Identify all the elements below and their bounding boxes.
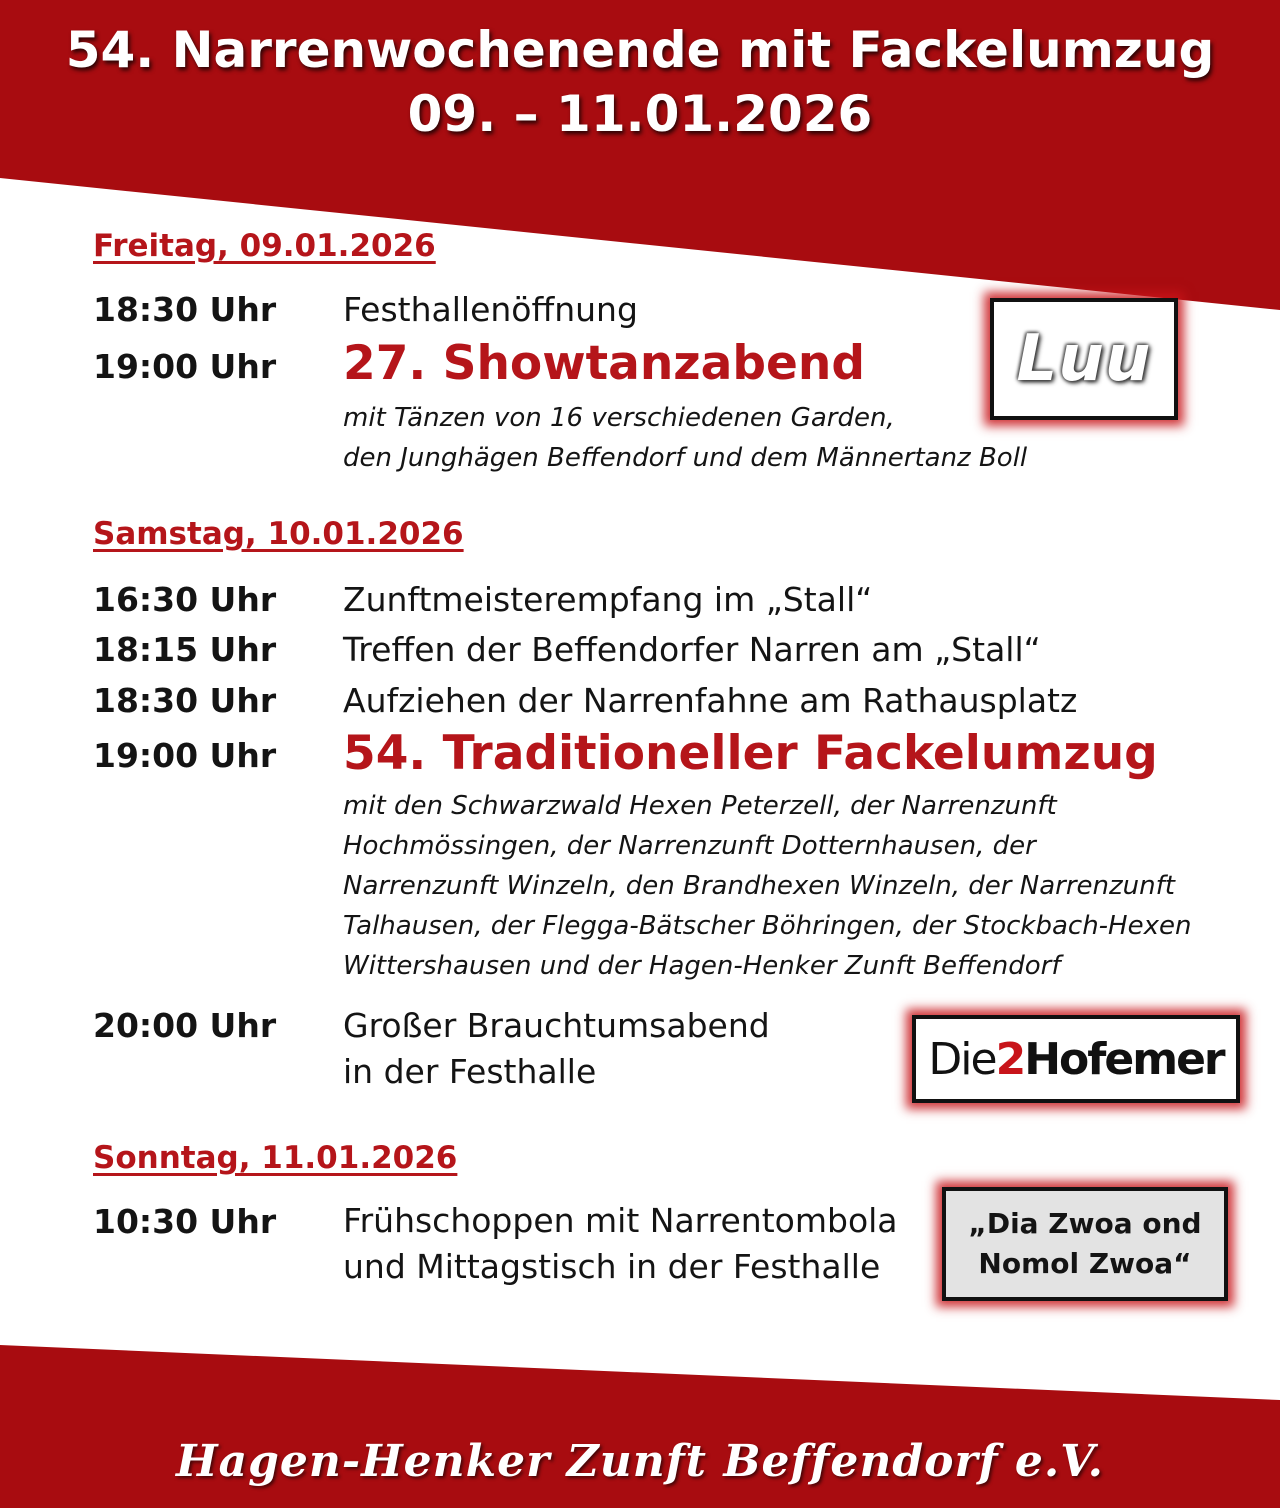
event-showtanzabend: 27. Showtanzabend bbox=[343, 336, 865, 391]
event-brauchtumsabend-line-1: Großer Brauchtumsabend bbox=[343, 1006, 770, 1045]
time-friday-1: 18:30 Uhr bbox=[93, 290, 277, 329]
die2hofemer-logo bbox=[928, 1034, 1223, 1085]
event-fruehschoppen-line-1: Frühschoppen mit Narrentombola bbox=[343, 1201, 898, 1240]
day-heading-friday: Freitag, 09.01.2026 bbox=[93, 228, 436, 264]
logo-part-ofemer: ofemer bbox=[1059, 1033, 1224, 1085]
time-saturday-2: 18:15 Uhr bbox=[93, 630, 277, 669]
event-fruehschoppen bbox=[343, 1198, 898, 1290]
event-saturday-details-3: Narrenzunft Winzeln, den Brandhexen Winzeln, der Narrenzunft bbox=[343, 871, 1175, 901]
footer-club-name: Hagen-Henker Zunft Beffendorf e.V. bbox=[176, 1436, 1104, 1487]
event-saturday-2: Treffen der Beffendorfer Narren am „Stall“ bbox=[343, 630, 1041, 669]
event-saturday-details-5: Wittershausen und der Hagen-Henker Zunft Beffendorf bbox=[343, 951, 1061, 981]
event-friday-details-1: mit Tänzen von 16 verschiedenen Garden, bbox=[343, 403, 895, 433]
time-saturday-5: 20:00 Uhr bbox=[93, 1006, 277, 1045]
event-friday-details-2: den Junghägen Beffendorf und dem Männertanz Boll bbox=[343, 443, 1028, 473]
event-friday-1: Festhallenöffnung bbox=[343, 290, 638, 329]
time-sunday-1: 10:30 Uhr bbox=[93, 1202, 277, 1241]
event-dates: 09. – 11.01.2026 bbox=[407, 85, 873, 143]
day-heading-saturday: Samstag, 10.01.2026 bbox=[93, 516, 464, 552]
dia-zwoa-line-1: „Dia Zwoa ond bbox=[968, 1207, 1202, 1240]
time-saturday-4: 19:00 Uhr bbox=[93, 736, 277, 775]
dia-zwoa-badge bbox=[942, 1187, 1228, 1301]
event-brauchtumsabend bbox=[343, 1003, 770, 1095]
event-saturday-details-1: mit den Schwarzwald Hexen Peterzell, der Narrenzunft bbox=[343, 791, 1057, 821]
time-saturday-1: 16:30 Uhr bbox=[93, 580, 277, 619]
logo-part-die: Die bbox=[928, 1033, 996, 1085]
logo-part-h: H bbox=[1024, 1033, 1060, 1085]
event-fackelumzug: 54. Traditioneller Fackelumzug bbox=[343, 726, 1158, 781]
luu-badge bbox=[990, 298, 1178, 420]
event-brauchtumsabend-line-2: in der Festhalle bbox=[343, 1052, 597, 1091]
die2hofemer-badge bbox=[912, 1015, 1240, 1103]
day-heading-sunday: Sonntag, 11.01.2026 bbox=[93, 1140, 458, 1176]
event-saturday-details-2: Hochmössingen, der Narrenzunft Dotternhausen, der bbox=[343, 831, 1036, 861]
dia-zwoa-line-2: Nomol Zwoa“ bbox=[978, 1247, 1192, 1280]
logo-part-2: 2 bbox=[995, 1033, 1025, 1085]
time-friday-2: 19:00 Uhr bbox=[93, 347, 277, 386]
page-header bbox=[0, 18, 1280, 146]
event-saturday-3: Aufziehen der Narrenfahne am Rathausplatz bbox=[343, 681, 1078, 720]
luu-logo-text: Luu bbox=[1016, 322, 1152, 396]
event-saturday-details-4: Talhausen, der Flegga-Bätscher Böhringen, der Stockbach-Hexen bbox=[343, 911, 1192, 941]
event-fruehschoppen-line-2: und Mittagstisch in der Festhalle bbox=[343, 1247, 881, 1286]
event-saturday-1: Zunftmeisterempfang im „Stall“ bbox=[343, 580, 873, 619]
page-title: 54. Narrenwochenende mit Fackelumzug bbox=[65, 21, 1215, 79]
time-saturday-3: 18:30 Uhr bbox=[93, 681, 277, 720]
